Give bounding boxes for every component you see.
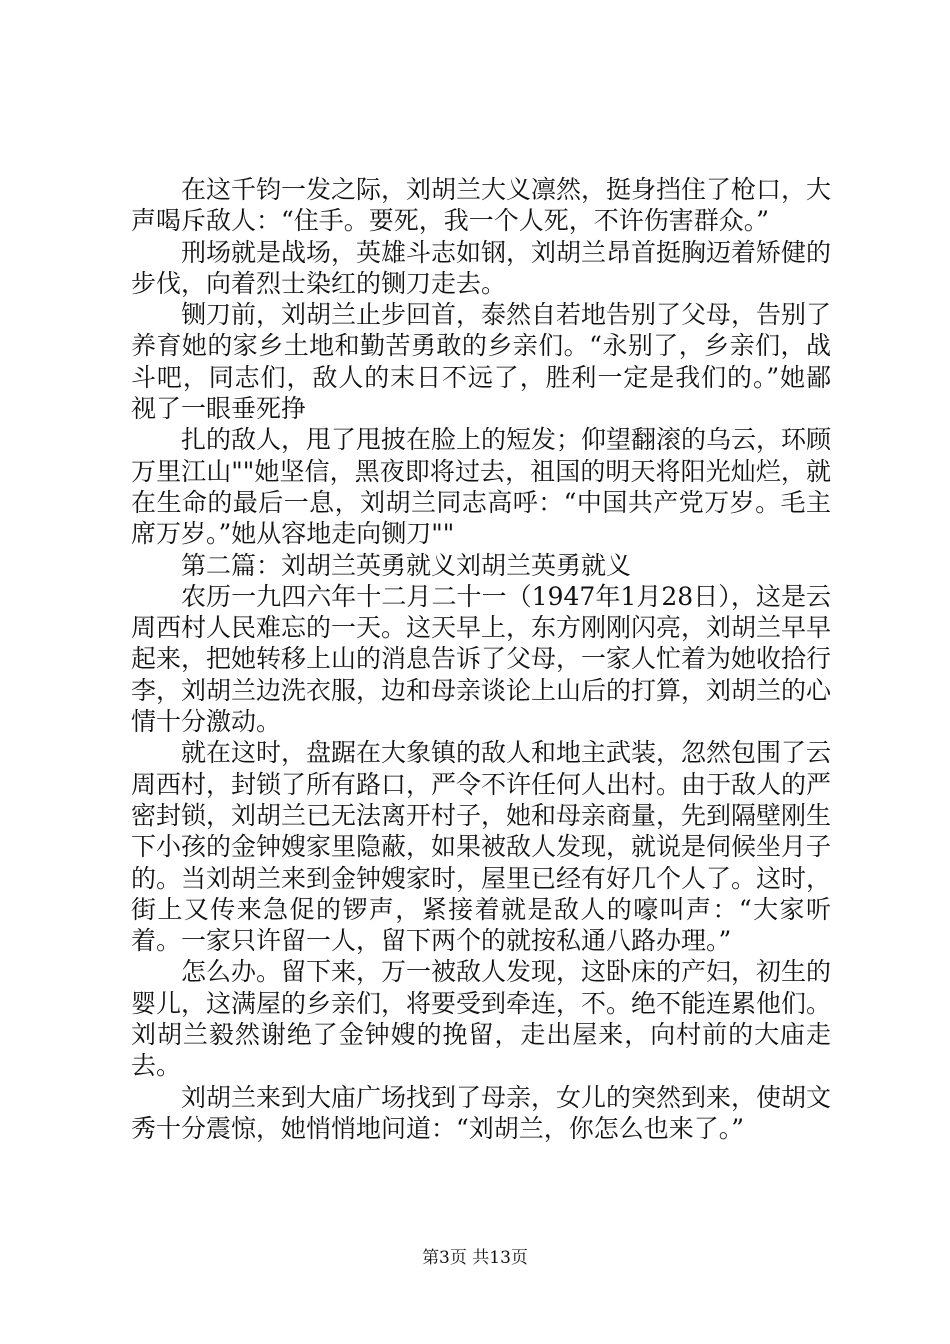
paragraph-5: 农历一九四六年十二月二十一（1947年1月28日），这是云周西村人民难忘的一天。这天早上，东方刚刚闪亮，刘胡兰早早起来，把她转移上山的消息告诉了父母，一家人忙着为她收拾行李，刘胡兰边洗衣服，边和母亲谈论上山后的打算，刘胡兰的心情十分激动。 bbox=[131, 581, 832, 737]
paragraph-3: 铡刀前，刘胡兰止步回首，泰然自若地告别了父母，告别了养育她的家乡土地和勤苦勇敢的乡亲们。“永别了，乡亲们，战斗吧，同志们，敌人的末日不远了，胜利一定是我们的。”她鄙视了一眼垂死挣 bbox=[131, 300, 832, 424]
body-text bbox=[131, 174, 831, 1144]
paragraph-6: 就在这时，盘踞在大象镇的敌人和地主武装，忽然包围了云周西村，封锁了所有路口，严令不许任何人出村。由于敌人的严密封锁，刘胡兰已无法离开村子，她和母亲商量，先到隔壁刚生下小孩的金钟嫂家里隐蔽，如果被敌人发现，就说是伺候坐月子的。当刘胡兰来到金钟嫂家时，屋里已经有好几个人了。这时，街上又传来急促的锣声，紧接着就是敌人的嚎叫声：“大家听着。一家只许留一人，留下两个的就按私通八路办理。” bbox=[131, 738, 832, 956]
paragraph-1: 在这千钧一发之际，刘胡兰大义凛然，挺身挡住了枪口，大声喝斥敌人：“住手。要死，我一个人死，不许伤害群众。” bbox=[131, 175, 832, 236]
paragraph-8: 刘胡兰来到大庙广场找到了母亲，女儿的突然到来，使胡文秀十分震惊，她悄悄地问道：“刘胡兰，你怎么也来了。” bbox=[131, 1082, 832, 1143]
section-heading: 第二篇：刘胡兰英勇就义刘胡兰英勇就义 bbox=[181, 550, 632, 580]
page-number-footer: 第3页 共13页 bbox=[422, 1248, 528, 1268]
paragraph-4: 扎的敌人，甩了甩披在脸上的短发；仰望翻滚的乌云，环顾万里江山""她坚信，黑夜即将过去，祖国的明天将阳光灿烂，就在生命的最后一息，刘胡兰同志高呼：“中国共产党万岁。毛主席万岁。”她从容地走向铡刀"" bbox=[131, 425, 832, 549]
paragraph-2: 刑场就是战场，英雄斗志如钢，刘胡兰昂首挺胸迈着矫健的步伐，向着烈士染红的铡刀走去。 bbox=[131, 237, 832, 298]
paragraph-7: 怎么办。留下来，万一被敌人发现，这卧床的产妇，初生的婴儿，这满屋的乡亲们，将要受到牵连，不。绝不能连累他们。刘胡兰毅然谢绝了金钟嫂的挽留，走出屋来，向村前的大庙走去。 bbox=[131, 957, 832, 1081]
